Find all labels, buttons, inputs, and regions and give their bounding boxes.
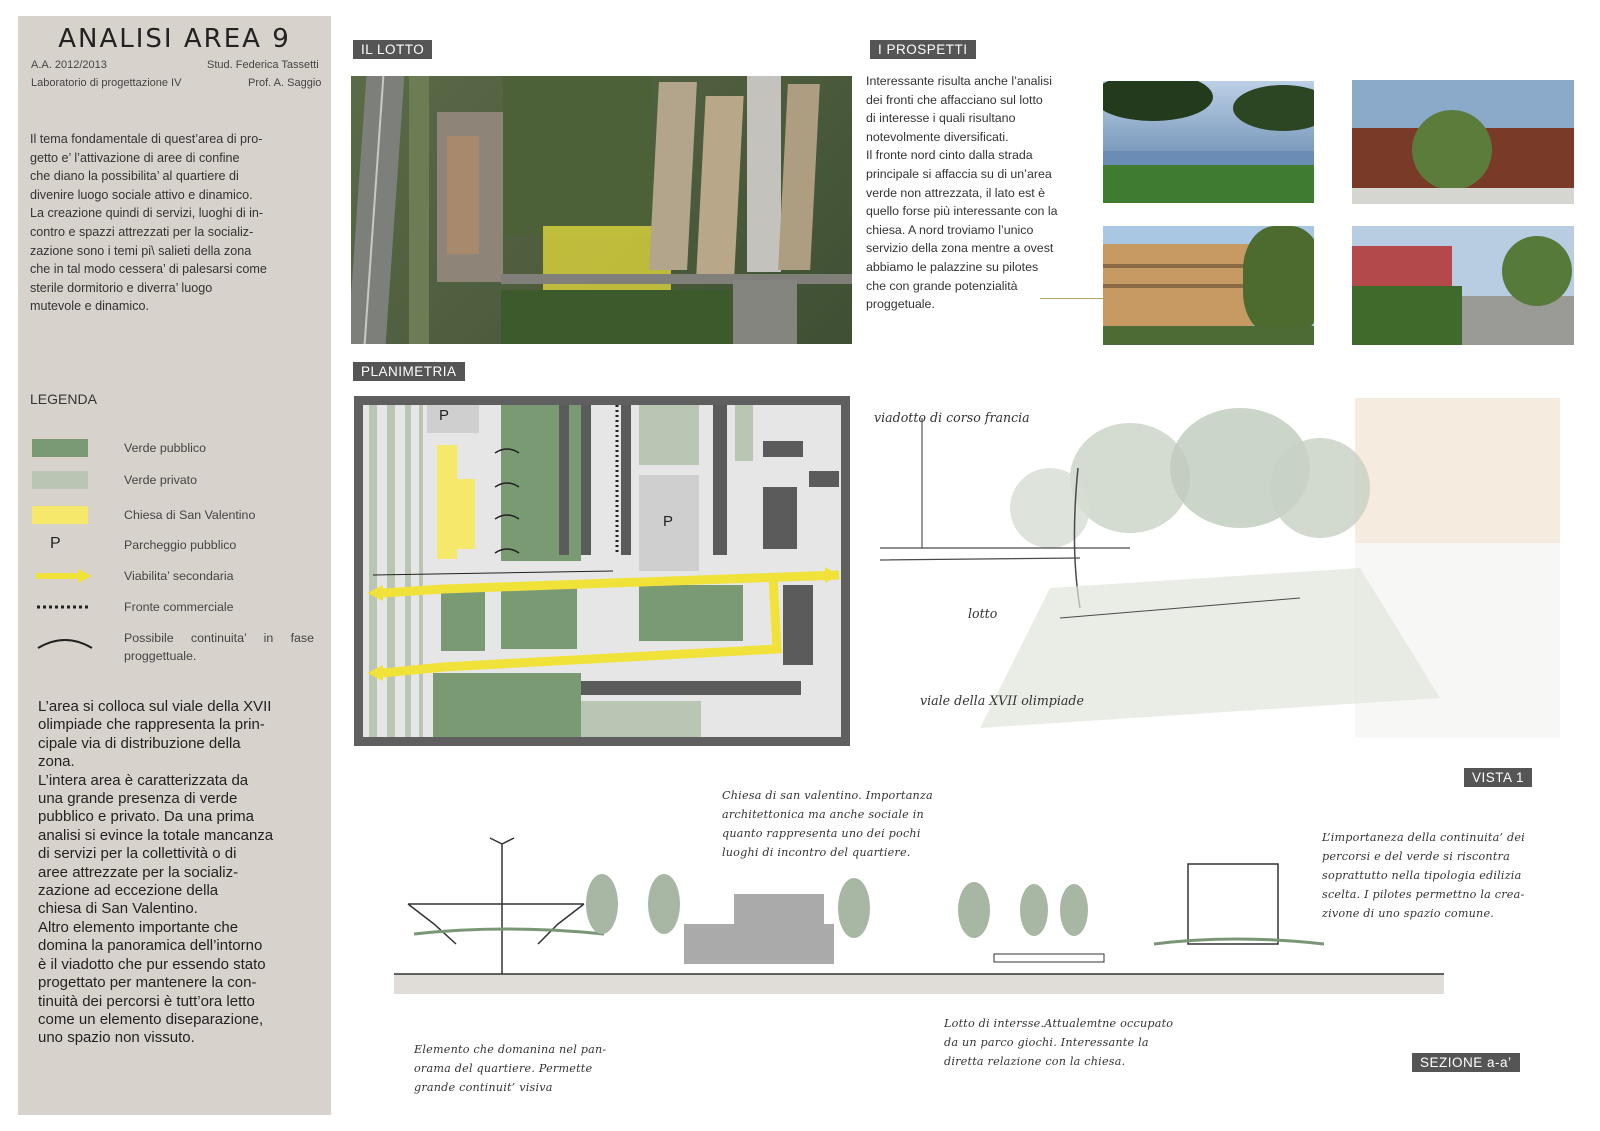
note-line: L’importaneza della continuita’ dei	[1322, 831, 1525, 844]
accent-rule	[1040, 298, 1104, 299]
arc-icon	[36, 634, 94, 650]
parking-label: P	[663, 513, 674, 530]
photo-window-band	[1103, 284, 1253, 288]
intro-line: divenire luogo sociale attivo e dinamico.	[30, 187, 253, 202]
section-tag-prospetti: I PROSPETTI	[870, 40, 976, 59]
site-plan	[354, 396, 850, 746]
note-line: orama del quartiere. Permette	[414, 1062, 593, 1075]
legend-label: Viabilita’ secondaria	[124, 569, 234, 583]
photo-tree	[1243, 226, 1314, 336]
section-tag-planimetria: PLANIMETRIA	[353, 362, 465, 381]
section-tag-vista: VISTA 1	[1464, 768, 1532, 787]
prospetti-line: principale si affaccia su di un’area	[866, 166, 1052, 181]
intro-line: contro e spazzi attrezzati per la socializ-	[30, 224, 254, 239]
prospetti-line: dei fronti che affacciano sul lotto	[866, 92, 1043, 107]
body-line: aree attrezzate per la socializ-	[38, 863, 239, 881]
aerial-church-roof	[447, 136, 479, 254]
body-line: L’intera area è caratterizzata da	[38, 771, 249, 789]
note-line: Elemento che domanina nel pan-	[414, 1043, 607, 1056]
facade-photo-west	[1352, 226, 1574, 345]
body-line: L’area si colloca sul viale della XVII	[38, 698, 272, 715]
note-line: da un parco giochi. Interessante la	[944, 1036, 1149, 1049]
legend-label: Fronte commerciale	[124, 600, 234, 614]
aerial-trees	[501, 290, 731, 344]
prospetti-line: notevolmente diversificati.	[866, 129, 1009, 144]
prospetti-line: quello forse più interessante con la	[866, 204, 1058, 219]
aerial-park	[503, 76, 653, 236]
viaduct-note	[414, 1040, 606, 1097]
lot-note	[944, 1014, 1173, 1071]
legend-title: LEGENDA	[30, 391, 97, 407]
verde-privato-swatch	[32, 471, 88, 489]
body-line: una grande presenza di verde	[38, 790, 238, 808]
photo-grass	[1103, 326, 1314, 345]
intro-line: Il tema fondamentale di quest’area di pro-	[30, 132, 263, 146]
vista-note: lotto	[968, 606, 998, 621]
body-line: Altro elemento importante che	[38, 918, 239, 936]
vista-note: viale della XVII olimpiade	[920, 693, 1084, 708]
photo-window-band	[1103, 264, 1253, 268]
note-line: Chiesa di san valentino. Importanza	[722, 789, 933, 802]
prospetti-line: proggetuale.	[866, 297, 935, 312]
legend-label: Possibile continuita’ in fase proggettuale.	[124, 631, 314, 663]
note-line: quanto rappresenta uno dei pochi	[722, 827, 921, 840]
sidebar-body-text	[38, 698, 324, 1048]
professor-name: Prof. A. Saggio	[248, 77, 322, 89]
body-line: come un elemento diseparazione,	[38, 1010, 264, 1028]
note-line: scelta. I pilotes permettno la crea-	[1322, 888, 1525, 901]
facade-photo-north	[1103, 81, 1314, 203]
photo-car	[1352, 188, 1574, 204]
parking-symbol: P	[50, 535, 61, 552]
body-line: cipale via di distribuzione della	[38, 734, 241, 752]
note-line: Lotto di intersse.Attualemtne occupato	[944, 1017, 1174, 1030]
legend-item	[32, 434, 322, 462]
legend-label: Parcheggio pubblico	[124, 538, 237, 552]
prospetti-line: di interesse i quali risultano	[866, 111, 1016, 126]
church-note	[722, 786, 933, 862]
intro-text	[30, 130, 320, 316]
legend-item	[32, 562, 322, 590]
continuity-note	[1322, 828, 1525, 923]
body-line: progettato per mantenere la con-	[38, 974, 257, 992]
intro-line: che diano la possibilita’ al quartiere di	[30, 169, 239, 184]
site-plan-canvas	[363, 405, 841, 737]
body-line: zazione ad eccezione della	[38, 882, 219, 900]
legend-label: Verde privato	[124, 473, 198, 487]
body-line: uno spazio non vissuto.	[38, 1029, 195, 1047]
legend-item	[32, 624, 322, 668]
viabilita-route-icon	[363, 405, 841, 737]
note-line: grande continuit’ visiva	[414, 1081, 553, 1094]
prospetti-line: verde non attrezzata, il lato est è	[866, 185, 1046, 200]
intro-line: che in tal modo cessera’ di palesarsi come	[30, 262, 267, 277]
legend-item	[32, 593, 322, 621]
student-name: Stud. Federica Tassetti	[207, 59, 319, 71]
body-line: analisi si evince la totale mancanza	[38, 826, 274, 844]
section-tag-lotto: IL LOTTO	[353, 40, 432, 59]
section-tag-sezione: SEZIONE a-a’	[1412, 1053, 1520, 1072]
intro-line: sterile dormitorio e diverra’ luogo	[30, 280, 213, 295]
verde-pubblico-swatch	[32, 439, 88, 457]
body-line: è il viadotto che pur essendo stato	[38, 955, 266, 973]
arrow-icon	[36, 568, 94, 584]
body-line: chiesa di San Valentino.	[38, 900, 198, 918]
photo-grass	[1103, 165, 1314, 203]
prospetti-line: abbiamo le palazzine su pilotes	[866, 259, 1039, 274]
aerial-parking	[747, 76, 781, 272]
aerial-green-strip	[409, 76, 429, 344]
legend-item	[32, 466, 322, 494]
body-line: tinuità dei percorsi è tutt’ora letto	[38, 992, 255, 1010]
prospetti-line: che con grande potenzialità	[866, 278, 1018, 293]
course-name: Laboratorio di progettazione IV	[31, 77, 182, 89]
chiesa-swatch	[32, 506, 88, 524]
body-line: di servizi per la collettività o di	[38, 845, 237, 863]
note-line: architettonica ma anche sociale in	[722, 808, 924, 821]
intro-line: La creazione quindi di servizi, luoghi di in-	[30, 206, 264, 221]
facade-photo-east	[1352, 80, 1574, 204]
photo-bushes	[1352, 286, 1462, 345]
note-line: percorsi e del verde si riscontra	[1322, 850, 1510, 863]
body-line: domina la panoramica dell’intorno	[38, 937, 263, 955]
prospetti-line: Interessante risulta anche l’analisi	[866, 74, 1052, 88]
body-line: pubblico e privato. Da una prima	[38, 808, 254, 826]
intro-line: mutevole e dinamico.	[30, 299, 150, 314]
intro-line: zazione sono i temi pi\ salieti della zona	[30, 243, 252, 258]
vista-note: viadotto di corso francia	[874, 410, 1030, 425]
academic-year: A.A. 2012/2013	[31, 59, 107, 71]
aerial-parking	[733, 280, 797, 344]
aerial-street	[501, 274, 852, 284]
body-line: zona.	[38, 753, 75, 771]
prospetti-text	[866, 72, 1078, 314]
photo-tree	[1412, 110, 1492, 190]
prospetti-line: Il fronte nord cinto dalla strada	[866, 148, 1033, 163]
note-line: diretta relazione con la chiesa.	[944, 1055, 1126, 1068]
sidebar	[18, 16, 331, 1115]
body-line: olimpiade che rappresenta la prin-	[38, 716, 265, 734]
legend-label: Verde pubblico	[124, 441, 206, 455]
photo-tree	[1502, 236, 1572, 306]
facade-photo-north-2	[1103, 226, 1314, 345]
parking-label: P	[439, 407, 450, 424]
note-line: zivone di uno spazio comune.	[1322, 907, 1495, 920]
dotted-line-icon	[36, 603, 92, 611]
intro-line: getto e’ l’attivazione di aree di confine	[30, 150, 240, 165]
note-line: luoghi di incontro del quartiere.	[722, 846, 911, 859]
legend-label: Chiesa di San Valentino	[124, 508, 256, 522]
legend-item	[32, 501, 322, 529]
prospetti-line: servizio della zona mentre a ovest	[866, 241, 1054, 256]
note-line: soprattutto nella tipologia edilizia	[1322, 869, 1522, 882]
page-title: ANALISI AREA 9	[58, 24, 291, 54]
legend-item	[32, 531, 322, 559]
photo-street	[1462, 296, 1574, 345]
prospetti-line: chiesa. A nord troviamo l’unico	[866, 222, 1034, 237]
aerial-photo	[351, 76, 852, 344]
